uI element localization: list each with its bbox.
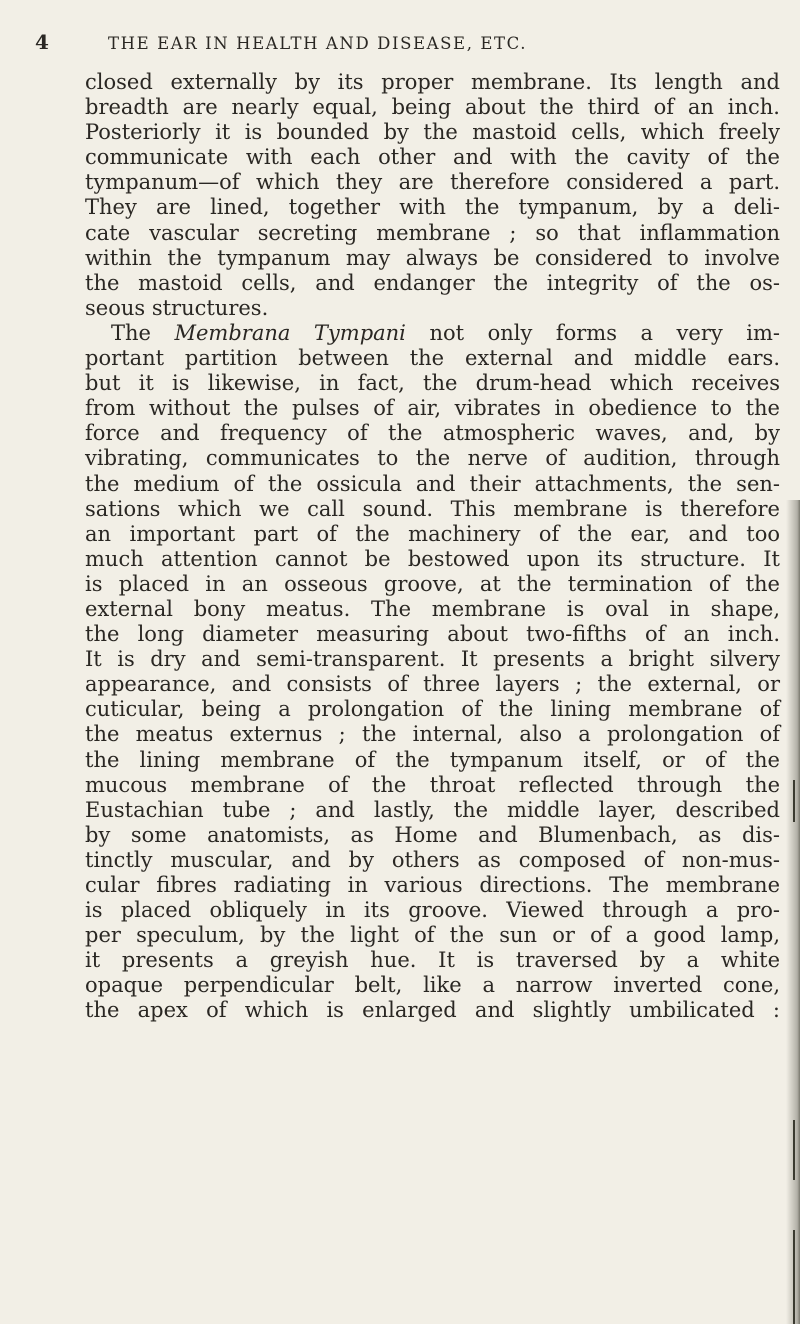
- text-line: Eustachian tube ; and lastly, the middle layer, described: [85, 797, 780, 822]
- paragraph-start-line: [85, 321, 780, 346]
- text-line: per speculum, by the light of the sun or of a good lamp,: [85, 923, 780, 948]
- text-line: external bony meatus. The membrane is oval in shape,: [85, 596, 780, 621]
- text-line: Posteriorly it is bounded by the mastoid cells, which freely: [85, 120, 780, 145]
- text-line: cate vascular secreting membrane ; so that inflammation: [85, 220, 780, 245]
- text-line: it presents a greyish hue. It is traversed by a white: [85, 948, 780, 973]
- text-line: the meatus externus ; the internal, also a prolongation of: [85, 722, 780, 747]
- text-line: is placed obliquely in its groove. Viewed through a pro-: [85, 898, 780, 923]
- text-line: seous structures.: [85, 295, 269, 320]
- text-line: the medium of the ossicula and their attachments, the sen-: [85, 471, 780, 496]
- text-line: the apex of which is enlarged and slightly umbilicated :: [85, 998, 780, 1023]
- text-line: tympanum—of which they are therefore considered a part.: [85, 170, 780, 195]
- text-line: breadth are nearly equal, being about the third of an inch.: [85, 95, 780, 120]
- binding-edge-mark: [793, 1120, 795, 1180]
- text-line: vibrating, communicates to the nerve of audition, through: [85, 446, 780, 471]
- text-line: from without the pulses of air, vibrates in obedience to the: [85, 396, 780, 421]
- text-line: mucous membrane of the throat reflected through the: [85, 772, 780, 797]
- text-line: tinctly muscular, and by others as composed of non-mus-: [85, 847, 780, 872]
- text-line: cuticular, being a prolongation of the lining membrane of: [85, 697, 780, 722]
- text-line: appearance, and consists of three layers ; the external, or: [85, 672, 780, 697]
- binding-edge-mark: [793, 1230, 795, 1324]
- text-line: cular fibres radiating in various directions. The membrane: [85, 873, 780, 897]
- text-line: within the tympanum may always be considered to involve: [85, 245, 780, 270]
- text-line: force and frequency of the atmospheric waves, and, by: [85, 421, 780, 446]
- text-line: portant partition between the external and middle ears.: [85, 346, 780, 371]
- page-number: 4: [35, 30, 49, 54]
- text-line: an important part of the machinery of the ear, and too: [85, 521, 780, 546]
- page-edge-shadow: [786, 500, 800, 1324]
- text-line: but it is likewise, in fact, the drum-head which receives: [85, 371, 780, 396]
- text-line: closed externally by its proper membrane. Its length and: [85, 70, 780, 94]
- text-line: opaque perpendicular belt, like a narrow inverted cone,: [85, 973, 780, 998]
- text-line: much attention cannot be bestowed upon its structure. It: [85, 546, 780, 571]
- running-head: THE EAR IN HEALTH AND DISEASE, ETC.: [108, 34, 528, 53]
- text-line: They are lined, together with the tympanum, by a deli-: [85, 195, 780, 220]
- italic-term: Membrana Tympani: [174, 320, 406, 345]
- body-text: [85, 70, 780, 1024]
- text-line: the lining membrane of the tympanum itself, or of the: [85, 747, 780, 772]
- text-line: the mastoid cells, and endanger the integrity of the os-: [85, 270, 780, 295]
- paragraph-lead-word: The: [111, 320, 151, 345]
- text-line-rest: not only forms a very im-: [429, 320, 780, 345]
- text-line: sations which we call sound. This membrane is therefore: [85, 496, 780, 521]
- binding-edge-mark: [793, 780, 795, 822]
- text-line: is placed in an osseous groove, at the termination of the: [85, 571, 780, 596]
- text-line: communicate with each other and with the cavity of the: [85, 145, 780, 170]
- text-line: the long diameter measuring about two-fifths of an inch.: [85, 622, 780, 647]
- text-line: It is dry and semi-transparent. It presents a bright silvery: [85, 647, 780, 672]
- text-line: by some anatomists, as Home and Blumenbach, as dis-: [85, 822, 780, 847]
